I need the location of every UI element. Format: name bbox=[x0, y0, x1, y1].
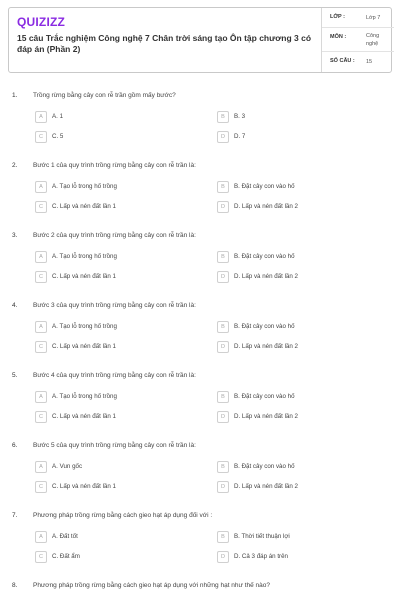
option-letter-box: A bbox=[35, 391, 47, 403]
option-letter-box: B bbox=[217, 251, 229, 263]
meta-value: 15 bbox=[366, 59, 373, 65]
question-text: Phương pháp trồng rừng bằng cách gieo hạt áp dụng đối với : bbox=[33, 512, 213, 519]
option-text: D. Cả 3 đáp án trên bbox=[234, 553, 289, 560]
option-letter-box: B bbox=[217, 321, 229, 333]
question-number: 6. bbox=[12, 442, 18, 449]
option-letter-box: C bbox=[35, 481, 47, 493]
question-text: Bước 1 của quy trình trồng rừng bằng cây con rễ trần là: bbox=[33, 162, 196, 169]
option-text: B. Đặt cây con vào hố bbox=[234, 463, 295, 470]
option-text: A. Vun gốc bbox=[52, 463, 83, 470]
option-letter-box: A bbox=[35, 531, 47, 543]
option-text: B. Đặt cây con vào hố bbox=[234, 393, 295, 400]
option-letter-box: A bbox=[35, 461, 47, 473]
option-text: B. Đặt cây con vào hố bbox=[234, 253, 295, 260]
option-text: A. Tạo lỗ trong hố trồng bbox=[52, 393, 117, 400]
meta-key: LỚP : bbox=[330, 14, 345, 20]
option-letter-box: D bbox=[217, 411, 229, 423]
option-letter-box: B bbox=[217, 181, 229, 193]
worksheet-header bbox=[8, 7, 392, 73]
option-text: B. Thời tiết thuận lợi bbox=[234, 533, 290, 540]
quizizz-logo: QUIZIZZ bbox=[17, 15, 66, 29]
question-number: 7. bbox=[12, 512, 18, 519]
meta-value: Công nghệ bbox=[366, 33, 380, 47]
option-text: C. Lấp và nén đất lần 1 bbox=[52, 273, 116, 280]
option-letter-box: A bbox=[35, 181, 47, 193]
option-text: D. Lấp và nén đất lần 2 bbox=[234, 203, 298, 210]
option-text: C. Lấp và nén đất lần 1 bbox=[52, 203, 116, 210]
option-text: C. Lấp và nén đất lần 1 bbox=[52, 413, 116, 420]
option-letter-box: C bbox=[35, 551, 47, 563]
question-text: Phương pháp trồng rừng bằng cách gieo hạt áp dụng với những hạt như thế nào? bbox=[33, 582, 270, 589]
option-text: A. 1 bbox=[52, 113, 64, 120]
option-letter-box: C bbox=[35, 341, 47, 353]
meta-key: MÔN : bbox=[330, 34, 347, 40]
option-text: C. Lấp và nén đất lần 1 bbox=[52, 483, 116, 490]
option-letter-box: C bbox=[35, 201, 47, 213]
meta-row-count bbox=[322, 52, 394, 72]
meta-row-subject bbox=[322, 28, 394, 52]
option-letter-box: D bbox=[217, 271, 229, 283]
question-text: Bước 2 của quy trình trồng rừng bằng cây con rễ trần là: bbox=[33, 232, 196, 239]
option-text: D. Lấp và nén đất lần 2 bbox=[234, 483, 298, 490]
option-letter-box: A bbox=[35, 321, 47, 333]
option-text: D. Lấp và nén đất lần 2 bbox=[234, 413, 298, 420]
question-number: 1. bbox=[12, 92, 18, 99]
question-text: Bước 3 của quy trình trồng rừng bằng cây con rễ trần là: bbox=[33, 302, 196, 309]
option-letter-box: B bbox=[217, 111, 229, 123]
option-text: A. Đất tốt bbox=[52, 533, 78, 540]
option-letter-box: C bbox=[35, 131, 47, 143]
option-letter-box: D bbox=[217, 481, 229, 493]
option-text: C. Lấp và nén đất lần 1 bbox=[52, 343, 116, 350]
meta-value: Lớp 7 bbox=[366, 15, 381, 21]
option-letter-box: C bbox=[35, 271, 47, 283]
option-letter-box: B bbox=[217, 531, 229, 543]
option-letter-box: D bbox=[217, 551, 229, 563]
question-text: Bước 5 của quy trình trồng rừng bằng cây con rễ trần là: bbox=[33, 442, 196, 449]
option-letter-box: A bbox=[35, 111, 47, 123]
question-text: Bước 4 của quy trình trồng rừng bằng cây con rễ trần là: bbox=[33, 372, 196, 379]
option-letter-box: B bbox=[217, 391, 229, 403]
option-letter-box: C bbox=[35, 411, 47, 423]
meta-panel bbox=[321, 8, 393, 72]
question-number: 2. bbox=[12, 162, 18, 169]
option-letter-box: B bbox=[217, 461, 229, 473]
option-text: B. Đặt cây con vào hố bbox=[234, 183, 295, 190]
option-letter-box: A bbox=[35, 251, 47, 263]
meta-key: SỐ CÂU : bbox=[330, 58, 355, 64]
option-letter-box: D bbox=[217, 131, 229, 143]
question-number: 8. bbox=[12, 582, 18, 589]
question-number: 3. bbox=[12, 232, 18, 239]
worksheet-title: 15 câu Trắc nghiệm Công nghệ 7 Chân trời sáng tạo Ôn tập chương 3 có đáp án (Phần 2) bbox=[17, 33, 312, 54]
option-text: D. Lấp và nén đất lần 2 bbox=[234, 343, 298, 350]
option-letter-box: D bbox=[217, 201, 229, 213]
option-text: A. Tạo lỗ trong hố trồng bbox=[52, 253, 117, 260]
question-text: Trồng rừng bằng cây con rễ trần gồm mấy bước? bbox=[33, 92, 176, 99]
meta-row-class bbox=[322, 8, 394, 28]
option-text: C. Đất ẩm bbox=[52, 553, 80, 560]
option-text: A. Tạo lỗ trong hố trồng bbox=[52, 323, 117, 330]
option-text: D. Lấp và nén đất lần 2 bbox=[234, 273, 298, 280]
question-number: 4. bbox=[12, 302, 18, 309]
question-number: 5. bbox=[12, 372, 18, 379]
option-text: C. 5 bbox=[52, 133, 64, 140]
option-text: A. Tạo lỗ trong hố trồng bbox=[52, 183, 117, 190]
option-text: B. 3 bbox=[234, 113, 246, 120]
option-letter-box: D bbox=[217, 341, 229, 353]
option-text: D. 7 bbox=[234, 133, 246, 140]
option-text: B. Đặt cây con vào hố bbox=[234, 323, 295, 330]
